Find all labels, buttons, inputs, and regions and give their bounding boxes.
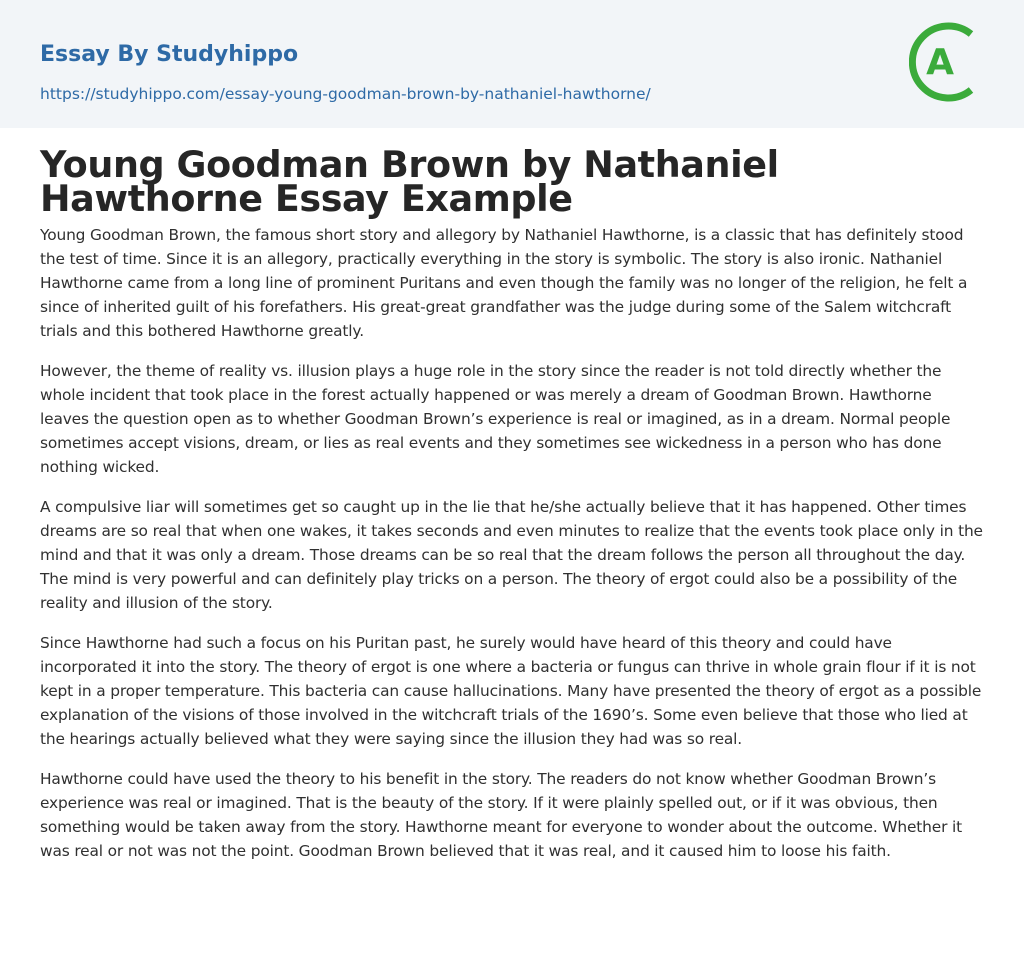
essay-body xyxy=(40,223,984,863)
source-url-link[interactable]: https://studyhippo.com/essay-young-goodman-brown-by-nathaniel-hawthorne/ xyxy=(40,85,651,103)
essay-paragraph: Since Hawthorne had such a focus on his Puritan past, he surely would have heard of this theory and could have incorporated it into the story. The theory of ergot is one where a bacteria or fungus can thrive in whole grain flour if it is not kept in a proper temperature. This bacteria can cause hallucinations. Many have presented the theory of ergot as a possible explanation of the visions of those involved in the witchcraft trials of the 1690’s. Some even believe that those who lied at the hearings actually believed what they were saying since the illusion they had was so real. xyxy=(40,634,982,748)
site-brand[interactable]: Essay By Studyhippo xyxy=(40,42,299,67)
essay-paragraph: Young Goodman Brown, the famous short story and allegory by Nathaniel Hawthorne, is a classic that has definitely stood the test of time. Since it is an allegory, practically everything in the story is symbolic. The story is also ironic. Nathaniel Hawthorne came from a long line of prominent Puritans and even though the family was no longer of the religion, he felt a since of inherited guilt of his forefathers. His great-great grandfather was the judge during some of the Salem witchcraft trials and this bothered Hawthorne greatly. xyxy=(40,226,968,340)
logo-letter: A xyxy=(926,42,954,83)
page-title: Young Goodman Brown by Nathaniel Hawthorne Essay Example xyxy=(40,143,779,220)
studyhippo-logo-icon[interactable] xyxy=(909,16,989,108)
essay-paragraph: A compulsive liar will sometimes get so caught up in the lie that he/she actually believe that it has happened. Other times dreams are so real that when one wakes, it takes seconds and even minutes to realize that the events took place only in the mind and that it was only a dream. Those dreams can be so real that the dream follows the person all throughout the day. The mind is very powerful and can definitely play tricks on a person. The theory of ergot could also be a possibility of the reality and illusion of the story. xyxy=(40,498,983,612)
essay-paragraph: Hawthorne could have used the theory to his benefit in the story. The readers do not know whether Goodman Brown’s experience was real or imagined. That is the beauty of the story. If it were plainly spelled out, or if it was obvious, then something would be taken away from the story. Hawthorne meant for everyone to wonder about the outcome. Whether it was real or not was not the point. Goodman Brown believed that it was real, and it caused him to loose his faith. xyxy=(40,770,963,860)
essay-paragraph: However, the theme of reality vs. illusion plays a huge role in the story since the reader is not told directly whether the whole incident that took place in the forest actually happened or was merely a dream of Goodman Brown. Hawthorne leaves the question open as to whether Goodman Brown’s experience is real or imagined, as in a dream. Normal people sometimes accept visions, dream, or lies as real events and they sometimes see wickedness in a person who has done nothing wicked. xyxy=(40,362,951,476)
article xyxy=(0,143,1024,863)
page-header xyxy=(0,0,1024,128)
